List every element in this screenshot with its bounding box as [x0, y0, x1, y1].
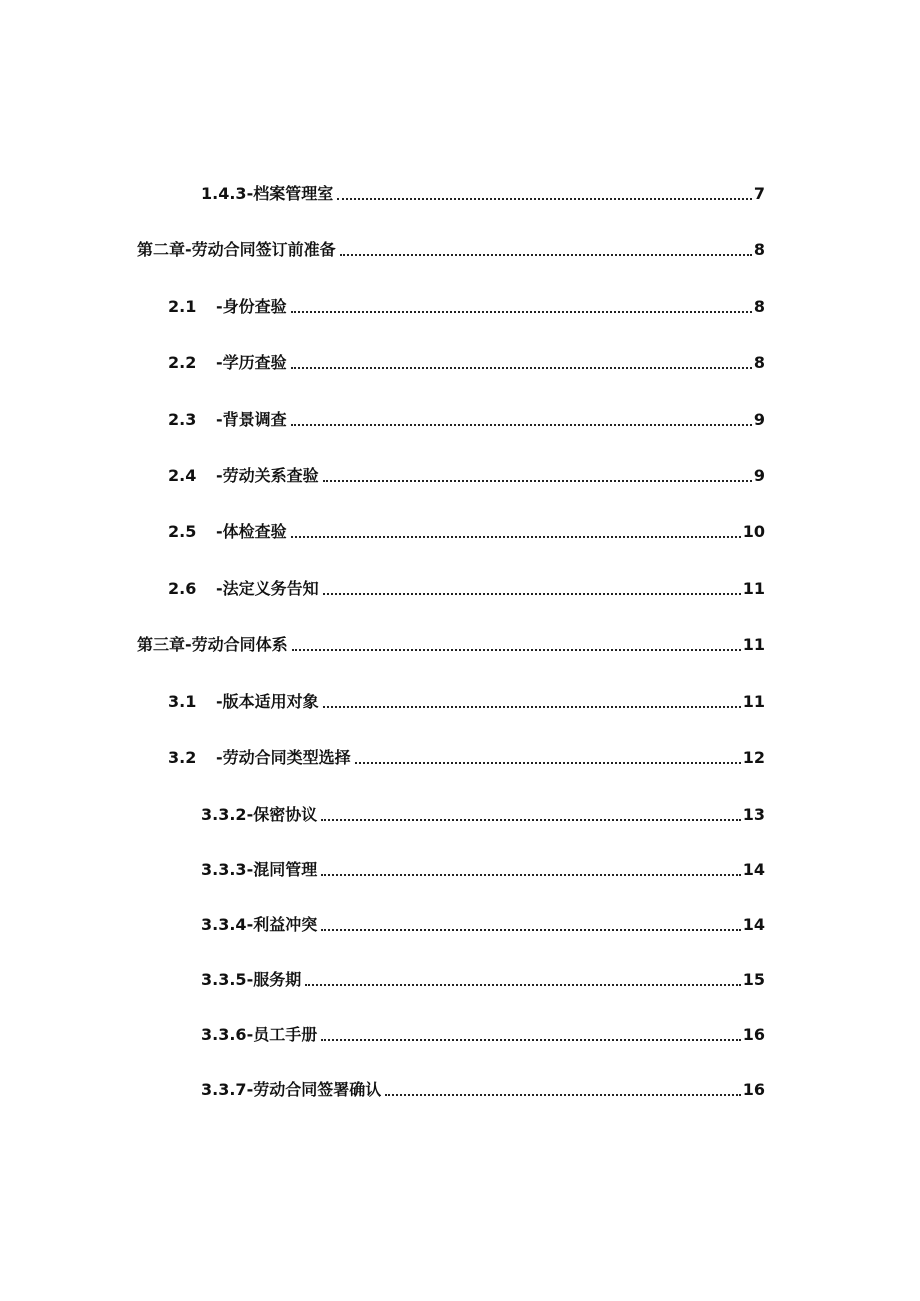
toc-entry-number: 3.3.7 — [201, 1080, 247, 1099]
toc-dot-leader — [323, 705, 741, 708]
toc-entry-title: -劳动合同类型选择 — [216, 748, 351, 767]
toc-dot-leader — [340, 253, 752, 256]
toc-entry-page: 8 — [753, 353, 765, 372]
toc-entry-title: -服务期 — [246, 970, 302, 989]
toc-entry-title: -利益冲突 — [246, 915, 318, 934]
toc-dot-leader — [385, 1093, 741, 1096]
toc-entry-title: -法定义务告知 — [216, 579, 319, 598]
toc-entry-page: 14 — [742, 860, 765, 879]
toc-entry-title: -劳动关系查验 — [216, 466, 319, 485]
toc-entry-title: 第三章-劳动合同体系 — [137, 635, 288, 654]
toc-entry-page: 11 — [742, 635, 765, 654]
toc-entry-page: 9 — [753, 466, 765, 485]
toc-entry-page: 8 — [753, 240, 765, 259]
toc-dot-leader — [321, 818, 741, 821]
toc-entry-title: -背景调查 — [216, 410, 287, 429]
toc-dot-leader — [291, 310, 752, 313]
toc-entry-number: 2.4 — [168, 466, 197, 485]
toc-entry-3-2[interactable] — [168, 744, 765, 768]
toc-entry-page: 11 — [742, 692, 765, 711]
toc-dot-leader — [291, 366, 752, 369]
toc-entry-chapter-2[interactable] — [137, 236, 765, 260]
toc-dot-leader — [321, 1038, 741, 1041]
toc-entry-3-3-5[interactable] — [201, 966, 765, 990]
toc-entry-number: 3.3.3 — [201, 860, 247, 879]
toc-entry-number: 3.3.5 — [201, 970, 247, 989]
toc-entry-2-4[interactable] — [168, 462, 765, 486]
toc-entry-page: 14 — [742, 915, 765, 934]
toc-entry-page: 10 — [742, 522, 765, 541]
toc-entry-page: 15 — [742, 970, 765, 989]
toc-entry-page: 12 — [742, 748, 765, 767]
toc-entry-number: 2.3 — [168, 410, 197, 429]
toc-entry-3-1[interactable] — [168, 688, 765, 712]
toc-dot-leader — [321, 873, 741, 876]
toc-entry-2-5[interactable] — [168, 518, 765, 542]
toc-entry-page: 7 — [753, 184, 765, 203]
toc-entry-number: 3.3.4 — [201, 915, 247, 934]
toc-entry-3-3-3[interactable] — [201, 856, 765, 880]
toc-entry-title: -保密协议 — [246, 805, 318, 824]
toc-entry-number: 2.1 — [168, 297, 197, 316]
toc-entry-2-3[interactable] — [168, 406, 765, 430]
toc-entry-3-3-2[interactable] — [201, 801, 765, 825]
toc-entry-page: 9 — [753, 410, 765, 429]
toc-dot-leader — [323, 592, 741, 595]
toc-entry-title: -学历查验 — [216, 353, 287, 372]
toc-dot-leader — [337, 197, 752, 200]
toc-entry-number: 2.2 — [168, 353, 197, 372]
toc-entry-page: 16 — [742, 1025, 765, 1044]
toc-entry-number: 1.4.3 — [201, 184, 247, 203]
toc-entry-title: -身份查验 — [216, 297, 287, 316]
toc-entry-page: 13 — [742, 805, 765, 824]
toc-entry-page: 16 — [742, 1080, 765, 1099]
toc-dot-leader — [292, 648, 741, 651]
toc-entry-3-3-6[interactable] — [201, 1021, 765, 1045]
toc-entry-title: -员工手册 — [246, 1025, 318, 1044]
toc-entry-1-4-3[interactable] — [201, 180, 765, 204]
toc-entry-number: 3.3.2 — [201, 805, 247, 824]
toc-entry-3-3-4[interactable] — [201, 911, 765, 935]
toc-entry-number: 3.2 — [168, 748, 197, 767]
toc-entry-3-3-7[interactable] — [201, 1076, 765, 1100]
toc-dot-leader — [291, 535, 741, 538]
toc-entry-chapter-3[interactable] — [137, 631, 765, 655]
toc-entry-title: -档案管理室 — [246, 184, 334, 203]
toc-entry-2-6[interactable] — [168, 575, 765, 599]
toc-entry-title: -混同管理 — [246, 860, 318, 879]
toc-entry-title: -劳动合同签署确认 — [246, 1080, 382, 1099]
toc-dot-leader — [321, 928, 741, 931]
toc-dot-leader — [323, 479, 752, 482]
toc-entry-page: 11 — [742, 579, 765, 598]
toc-dot-leader — [355, 761, 741, 764]
toc-entry-title: -体检查验 — [216, 522, 287, 541]
toc-entry-2-2[interactable] — [168, 349, 765, 373]
toc-dot-leader — [305, 983, 741, 986]
toc-entry-number: 2.6 — [168, 579, 197, 598]
toc-entry-page: 8 — [753, 297, 765, 316]
toc-entry-2-1[interactable] — [168, 293, 765, 317]
toc-entry-title: 第二章-劳动合同签订前准备 — [137, 240, 336, 259]
toc-entry-number: 3.3.6 — [201, 1025, 247, 1044]
toc-entry-number: 2.5 — [168, 522, 197, 541]
toc-entry-number: 3.1 — [168, 692, 197, 711]
toc-dot-leader — [291, 423, 752, 426]
toc-entry-title: -版本适用对象 — [216, 692, 319, 711]
